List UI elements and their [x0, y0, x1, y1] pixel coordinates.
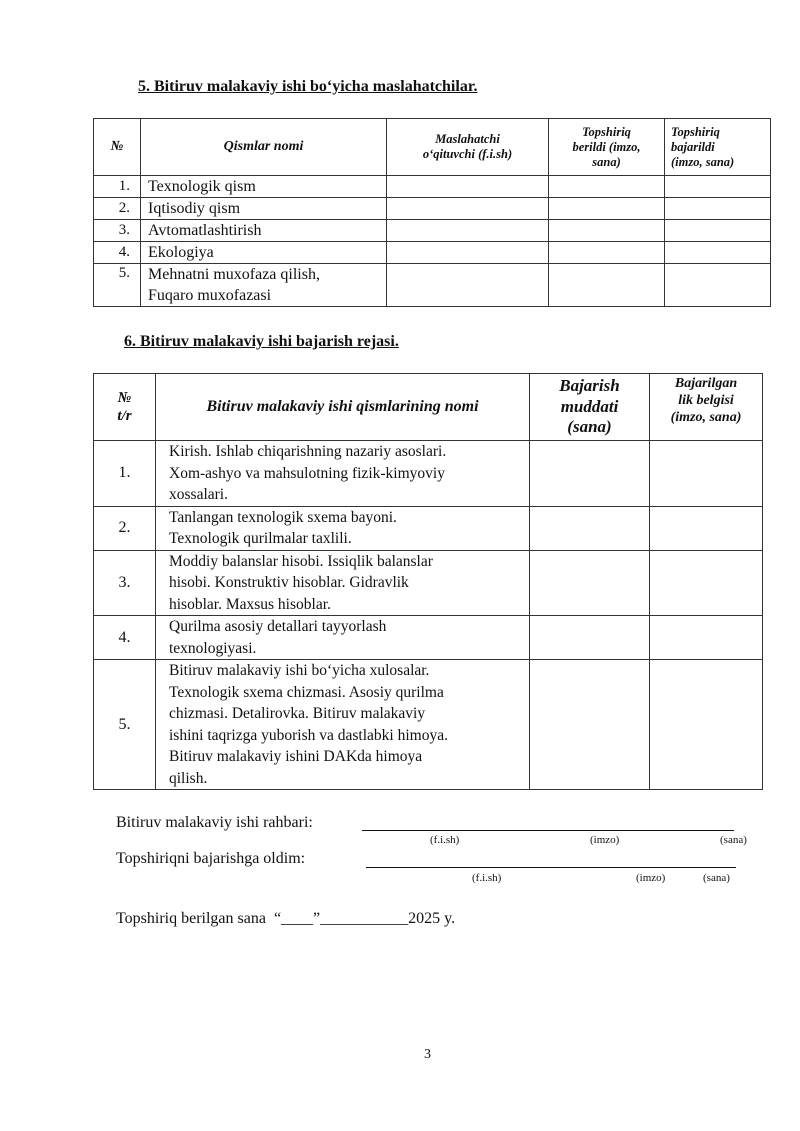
given-cell[interactable] — [549, 176, 665, 198]
mark-cell[interactable] — [650, 550, 763, 616]
col-mark-header: Bajarilgan lik belgisi (imzo, sana) — [650, 374, 763, 441]
table-row — [94, 176, 771, 198]
done-cell[interactable] — [665, 198, 771, 220]
col-tr-header: № t/r — [94, 374, 156, 441]
adviser-cell[interactable] — [387, 264, 549, 307]
section6-heading: 6. Bitiruv malakaviy ishi bajarish rejasi. — [124, 333, 399, 350]
row-section-description: Kirish. Ishlab chiqarishning nazariy asoslari. Xom-ashyo va mahsulotning fizik-kimyoviy xossalari. — [156, 441, 530, 507]
deadline-cell[interactable] — [530, 616, 650, 660]
table-row — [94, 220, 771, 242]
deadline-cell[interactable] — [530, 660, 650, 790]
row-section-description: Qurilma asosiy detallari tayyorlash texnologiyasi. — [156, 616, 530, 660]
mark-cell[interactable] — [650, 441, 763, 507]
row-section-description: Bitiruv malakaviy ishi bo‘yicha xulosalar. Texnologik sxema chizmasi. Asosiy qurilma chizmasi. Detalirovka. Bitiruv malakaviy ishini taqrizga yuborish va dastlabki himoya. Bitiruv malakaviy ishini DAKda himoya qilish. — [156, 660, 530, 790]
row-section-description: Moddiy balanslar hisobi. Issiqlik balanslar hisobi. Konstruktiv hisoblar. Gidravlik hisoblar. Maxsus hisoblar. — [156, 550, 530, 616]
supervisor-fish-caption: (f.i.sh) — [430, 834, 460, 846]
row-number: 5. — [94, 660, 156, 790]
done-cell[interactable] — [665, 264, 771, 307]
row-part-name: Avtomatlashtirish — [141, 220, 387, 242]
issue-date-label: Topshiriq berilgan sana — [116, 910, 266, 927]
plan-table-header — [94, 374, 763, 441]
deadline-cell[interactable] — [530, 441, 650, 507]
row-number: 4. — [94, 242, 141, 264]
table-row — [94, 550, 763, 616]
mark-cell[interactable] — [650, 506, 763, 550]
row-number: 4. — [94, 616, 156, 660]
table-row — [94, 242, 771, 264]
row-number: 3. — [94, 550, 156, 616]
done-cell[interactable] — [665, 242, 771, 264]
received-fish-caption: (f.i.sh) — [472, 872, 502, 884]
col-section-name-header: Bitiruv malakaviy ishi qismlarining nomi — [156, 374, 530, 441]
col-num-header: № — [94, 119, 141, 176]
adviser-cell[interactable] — [387, 176, 549, 198]
row-part-name: Texnologik qism — [141, 176, 387, 198]
row-number: 1. — [94, 176, 141, 198]
col-parts-header: Qismlar nomi — [141, 119, 387, 176]
page-number: 3 — [424, 1047, 431, 1062]
row-number: 1. — [94, 441, 156, 507]
col-given-header: Topshiriq berildi (imzo, sana) — [549, 119, 665, 176]
table-row — [94, 441, 763, 507]
table-row — [94, 264, 771, 307]
plan-table — [93, 373, 763, 790]
section5-heading: 5. Bitiruv malakaviy ishi bo‘yicha maslahatchilar. — [138, 78, 478, 95]
given-cell[interactable] — [549, 242, 665, 264]
col-done-header: Topshiriq bajarildi (imzo, sana) — [665, 119, 771, 176]
table-row — [94, 660, 763, 790]
col-deadline-header: Bajarish muddati (sana) — [530, 374, 650, 441]
given-cell[interactable] — [549, 198, 665, 220]
row-number: 3. — [94, 220, 141, 242]
row-section-description: Tanlangan texnologik sxema bayoni. Texnologik qurilmalar taxlili. — [156, 506, 530, 550]
done-cell[interactable] — [665, 220, 771, 242]
supervisor-imzo-caption: (imzo) — [590, 834, 620, 846]
received-imzo-caption: (imzo) — [636, 872, 666, 884]
advisers-table-header — [94, 119, 771, 176]
given-cell[interactable] — [549, 220, 665, 242]
mark-cell[interactable] — [650, 660, 763, 790]
row-part-name: Ekologiya — [141, 242, 387, 264]
adviser-cell[interactable] — [387, 242, 549, 264]
received-sana-caption: (sana) — [703, 872, 730, 884]
row-number: 5. — [94, 264, 141, 307]
supervisor-signature-line[interactable] — [362, 830, 734, 831]
supervisor-label: Bitiruv malakaviy ishi rahbari: — [116, 814, 313, 831]
col-adviser-header: Maslahatchi o‘qituvchi (f.i.sh) — [387, 119, 549, 176]
done-cell[interactable] — [665, 176, 771, 198]
row-part-name: Mehnatni muxofaza qilish, Fuqaro muxofazasi — [141, 264, 387, 307]
row-number: 2. — [94, 198, 141, 220]
deadline-cell[interactable] — [530, 506, 650, 550]
advisers-table — [93, 118, 771, 307]
table-row — [94, 506, 763, 550]
adviser-cell[interactable] — [387, 198, 549, 220]
issue-date-blank[interactable]: “____”___________2025 y. — [273, 910, 456, 927]
received-signature-line[interactable] — [366, 867, 736, 868]
mark-cell[interactable] — [650, 616, 763, 660]
row-part-name: Iqtisodiy qism — [141, 198, 387, 220]
received-label: Topshiriqni bajarishga oldim: — [116, 850, 306, 867]
row-number: 2. — [94, 506, 156, 550]
deadline-cell[interactable] — [530, 550, 650, 616]
given-cell[interactable] — [549, 264, 665, 307]
table-row — [94, 616, 763, 660]
supervisor-sana-caption: (sana) — [720, 834, 747, 846]
issue-date-line — [116, 910, 455, 928]
table-row — [94, 198, 771, 220]
adviser-cell[interactable] — [387, 220, 549, 242]
